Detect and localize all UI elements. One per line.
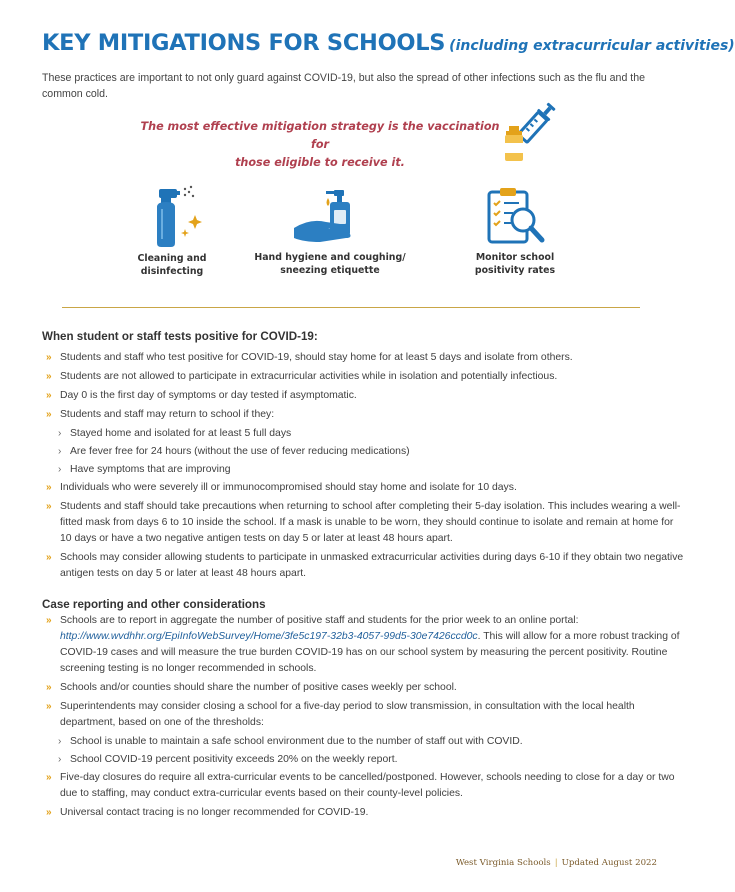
bullet-chevron-icon: »: [46, 371, 52, 382]
list-item: » Universal contact tracing is no longer recommended for COVID-19.: [44, 805, 684, 821]
section-divider: [62, 307, 640, 308]
positive-test-list: [44, 350, 684, 585]
case-reporting-list: [44, 613, 684, 824]
hand-hygiene-item: [250, 188, 410, 277]
bullet-chevron-icon: »: [46, 807, 52, 818]
page-title: [42, 30, 735, 56]
list-item: » Individuals who were severely ill or immunocompromised should stay home and isolate for 10 days.: [44, 480, 684, 496]
hand-soap-icon: [290, 188, 370, 248]
bullet-chevron-icon: »: [46, 409, 52, 420]
clipboard-magnifier-icon: [483, 186, 547, 248]
list-item: » Schools and/or counties should share the number of positive cases weekly per school.: [44, 680, 684, 696]
cleaning-label: Cleaning and disinfecting: [137, 253, 207, 277]
sub-list-item: › Are fever free for 24 hours (without the use of fever reducing medications): [44, 444, 684, 460]
monitor-positivity-item: [455, 186, 575, 277]
sub-list-item: › Stayed home and isolated for at least 5 full days: [44, 426, 684, 442]
bullet-chevron-icon: »: [46, 390, 52, 401]
bullet-chevron-icon: »: [46, 552, 52, 563]
vaccination-statement: The most effective mitigation strategy is the vaccination for those eligible to receive it.: [140, 120, 500, 169]
list-item: » Schools are to report in aggregate the number of positive staff and students for the prior week to an online portal: http://www.wvdhhr.org/EpiInfoWebSurvey/Home/3fe5c197-32b3-4057-99d5-30e7426ccd0c. This will allow for a more robust tracking of COVID-19 cases and will measure the true burden COVID-19 has on our school system by measuring the percent positivity. Routine screening testing is no longer recommended in schools.: [46, 615, 680, 674]
footer-org: West Virginia Schools: [455, 858, 551, 868]
reporting-portal-link[interactable]: http://www.wvdhhr.org/EpiInfoWebSurvey/Home/3fe5c197-32b3-4057-99d5-30e7426ccd0c: [60, 631, 478, 642]
bullet-chevron-icon: »: [46, 682, 52, 693]
sub-list-item: › School is unable to maintain a safe school environment due to the number of staff out with COVID.: [44, 734, 684, 750]
sub-list-item: › School COVID-19 percent positivity exceeds 20% on the weekly report.: [44, 752, 684, 768]
spray-bottle-icon: [137, 185, 207, 249]
title-subtitle: (including extracurricular activities): [449, 38, 735, 54]
bullet-chevron-icon: »: [46, 615, 52, 626]
bullet-chevron-icon: »: [46, 501, 52, 512]
list-item: » Day 0 is the first day of symptoms or day tested if asymptomatic.: [44, 388, 684, 404]
page-footer: [456, 858, 657, 868]
bullet-chevron-icon: »: [46, 772, 52, 783]
intro-paragraph: These practices are important to not only guard against COVID-19, but also the spread of other infections such as the flu and the common cold.: [42, 72, 646, 100]
title-main: KEY MITIGATIONS FOR SCHOOLS: [42, 30, 446, 56]
list-item: » Five-day closures do require all extra-curricular events to be cancelled/postponed. However, schools needing to close for a day or two due to staffing, may conduct extra-curricular events based on their county-level policies.: [46, 772, 675, 799]
sub-bullet-icon: ›: [58, 446, 62, 457]
list-item: » Schools may consider allowing students to participate in unmasked extracurricular activities during days 6-10 if they obtain two negative antigen tests on day 5 or later at least 48 hours apart.: [46, 552, 684, 579]
hand-hygiene-label: Hand hygiene and coughing/ sneezing etiquette: [254, 252, 406, 276]
list-item: » Superintendents may consider closing a school for a five-day period to slow transmission, in consultation with the local health department, based on one of the thresholds:: [46, 701, 635, 728]
footer-updated: Updated August 2022: [561, 858, 657, 868]
bullet-chevron-icon: »: [46, 482, 52, 493]
list-item: » Students and staff may return to school if they:: [44, 407, 684, 423]
monitor-positivity-label: Monitor school positivity rates: [474, 252, 556, 276]
sub-bullet-icon: ›: [58, 464, 62, 475]
sub-bullet-icon: ›: [58, 736, 62, 747]
sub-bullet-icon: ›: [58, 428, 62, 439]
bullet-chevron-icon: »: [46, 352, 52, 363]
sub-bullet-icon: ›: [58, 754, 62, 765]
positive-test-heading: When student or staff tests positive for COVID-19:: [42, 330, 318, 343]
case-reporting-heading: Case reporting and other considerations: [42, 598, 266, 611]
list-item: » Students and staff who test positive for COVID-19, should stay home for at least 5 days and isolate from others.: [44, 350, 684, 366]
cleaning-item: [112, 185, 232, 278]
list-item: » Students are not allowed to participate in extracurricular activities while in isolation and potentially infectious.: [44, 369, 684, 385]
sub-list-item: › Have symptoms that are improving: [44, 462, 684, 478]
list-item: » Students and staff should take precautions when returning to school after completing their 5-day isolation. This includes wearing a well-fitted mask from days 6 to 10 inside the school. If a mask is unable to be worn, they should continue to isolate and remain at home for 10 days or have a two negative antigen tests on day 5 or later at least 48 hours apart.: [46, 501, 681, 544]
footer-separator: |: [554, 858, 558, 868]
bullet-chevron-icon: »: [46, 701, 52, 712]
syringe-vial-icon: [498, 96, 560, 166]
